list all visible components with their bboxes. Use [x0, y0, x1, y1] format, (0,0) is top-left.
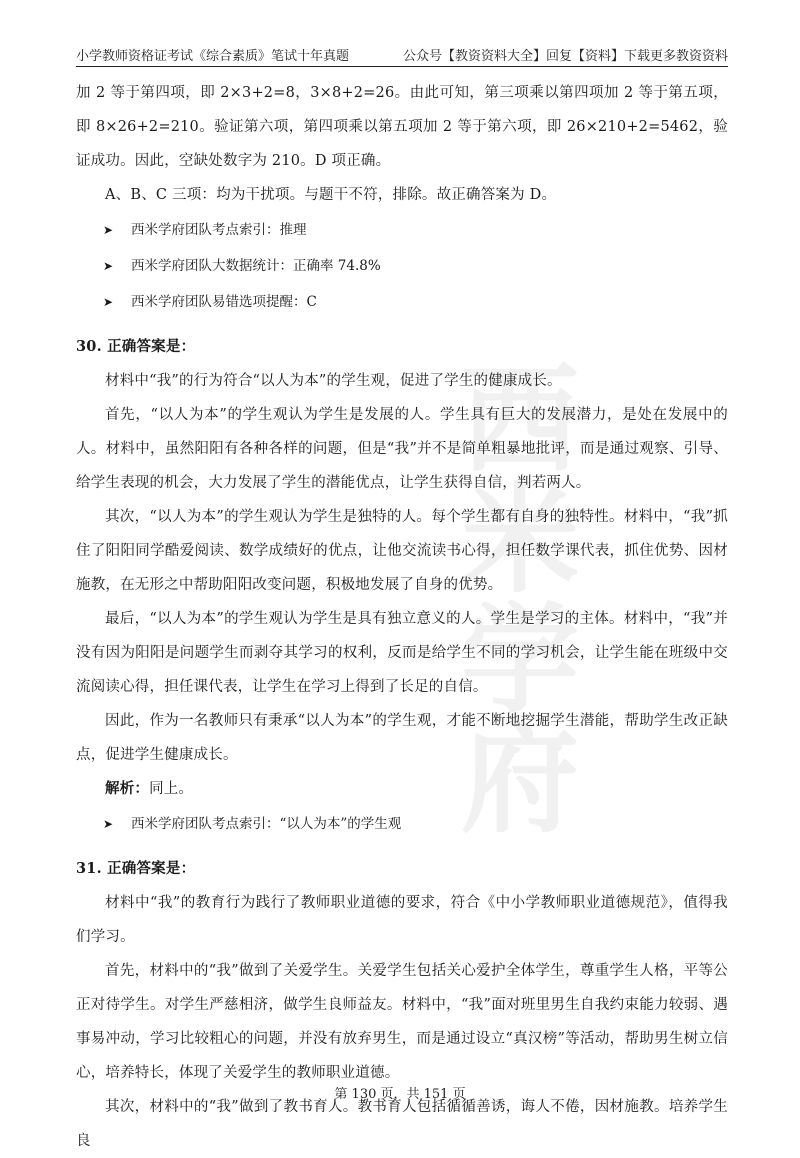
q31-paragraph: 其次，材料中的“我”做到了教书育人。教书育人包括循循善诱，诲人不倦，因材施教。培养学生良 — [76, 1099, 728, 1149]
q30-paragraph: 最后，“以人为本”的学生观认为学生是具有独立意义的人。学生是学习的主体。材料中，“我”并没有因为阳阳是问题学生而剥夺其学习的权利，反而是给学生不同的学习机会，让学生能在班级中交流阅读心得，担任课代表，让学生在学习上得到了长足的自信。 — [76, 611, 728, 695]
arrow-bullet-icon: ➤ — [103, 817, 114, 831]
q30-paragraph: 材料中“我”的行为符合“以人为本”的学生观，促进了学生的健康成长。 — [105, 373, 562, 389]
question-30-heading: 30. 正确答案是： — [76, 338, 196, 355]
header-title-left: 小学教师资格证考试《综合素质》笔试十年真题 — [76, 49, 350, 64]
prev-paragraph-2: A、B、C 三项：均为干扰项。与题干不符，排除。故正确答案为 D。 — [105, 187, 557, 203]
arrow-bullet-icon: ➤ — [103, 259, 114, 273]
q31-paragraph: 材料中“我”的教育行为践行了教师职业道德的要求，符合《中小学教师职业道德规范》，值得我们学习。 — [76, 895, 728, 945]
analysis-label: 解析： — [105, 780, 150, 797]
q30-paragraph: 因此，作为一名教师只有秉承“以人为本”的学生观，才能不断地挖掘学生潜能，帮助学生改正缺点，促进学生健康成长。 — [76, 713, 728, 763]
analysis-text: 同上。 — [149, 781, 194, 797]
header-promo-right: 公众号【教资资料大全】回复【资料】下载更多教资资料 — [402, 49, 728, 64]
page-content — [76, 76, 728, 1158]
arrow-bullet-icon: ➤ — [103, 223, 114, 237]
bullet-item: ➤ 西米学府团队考点索引：推理 — [76, 212, 728, 248]
question-31-heading: 31. 正确答案是： — [76, 860, 196, 877]
arrow-bullet-icon: ➤ — [103, 295, 114, 309]
bullet-item: ➤ 西米学府团队易错选项提醒：C — [76, 284, 728, 320]
q30-paragraph: 首先，“以人为本”的学生观认为学生是发展的人。学生具有巨大的发展潜力，是处在发展中的人。材料中，虽然阳阳有各种各样的问题，但是“我”并不是简单粗暴地批评，而是通过观察、引导、给学生表现的机会，大力发展了学生的潜能优点，让学生获得自信，判若两人。 — [76, 407, 728, 491]
watermark: 西米学府 — [460, 351, 579, 849]
bullet-item: ➤ 西米学府团队考点索引：“以人为本”的学生观 — [76, 806, 728, 842]
prev-paragraph-1: 加 2 等于第四项，即 2×3+2=8，3×8+2=26。由此可知，第三项乘以第四项加 2 等于第五项，即 8×26+2=210。验证第六项，第四项乘以第五项加 2 等于第六项，即 26×210+2=5462，验证成功。因此，空缺处数字为 210。D 项正确。 — [76, 85, 728, 169]
page-footer: 第 130 页，共 151 页 — [334, 1087, 466, 1102]
q31-paragraph: 首先，材料中的“我”做到了关爱学生。关爱学生包括关心爱护全体学生，尊重学生人格，平等公正对待学生。对学生严慈相济，做学生良师益友。材料中，“我”面对班里男生自我约束能力较弱、遇事易冲动，学习比较粗心的问题，并没有放弃男生，而是通过设立“真汉榜”等活动，帮助男生树立信心，培养特长，体现了关爱学生的教师职业道德。 — [76, 963, 728, 1081]
page-header — [76, 42, 728, 64]
header-divider — [76, 66, 728, 67]
bullet-item: ➤ 西米学府团队大数据统计：正确率 74.8% — [76, 248, 728, 284]
q30-analysis — [76, 772, 728, 806]
q30-paragraph: 其次，“以人为本”的学生观认为学生是独特的人。每个学生都有自身的独特性。材料中，“我”抓住了阳阳同学酷爱阅读、数学成绩好的优点，让他交流读书心得，担任数学课代表，抓住优势、因材施教，在无形之中帮助阳阳改变问题，积极地发展了自身的优势。 — [76, 509, 728, 593]
